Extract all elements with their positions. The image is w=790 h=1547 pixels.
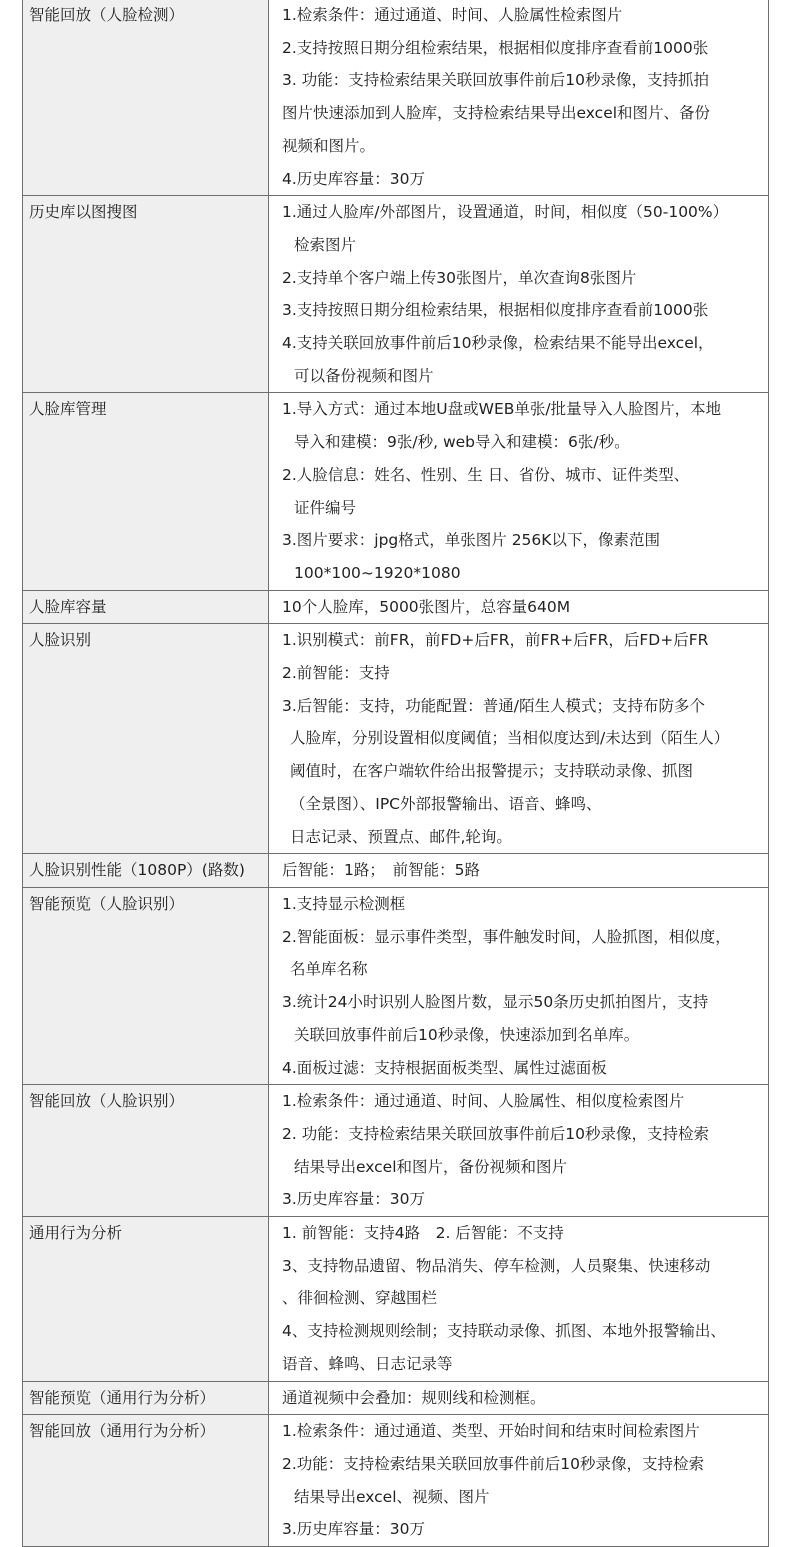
- row-label: 通用行为分析: [23, 1217, 269, 1382]
- content-line: 2.支持单个客户端上传30张图片，单次查询8张图片: [282, 268, 637, 287]
- row-content: [269, 1085, 769, 1217]
- row-content: [269, 590, 769, 624]
- content-line: 1. 前智能：支持4路 2. 后智能：不支持: [282, 1224, 564, 1243]
- content-line: 3. 功能：支持检索结果关联回放事件前后10秒录像，支持抓拍: [282, 71, 709, 90]
- content-line: 2.前智能：支持: [282, 664, 390, 683]
- content-line: 2.支持按照日期分组检索结果，根据相似度排序查看前1000张: [282, 38, 709, 57]
- table-row: [23, 1217, 769, 1382]
- table-row: [23, 393, 769, 590]
- content-line: 、徘徊检测、穿越围栏: [282, 1289, 438, 1308]
- content-line: 1.支持显示检测框: [282, 894, 406, 913]
- content-line: 1.通过人脸库/外部图片，设置通道，时间，相似度（50-100%）: [282, 203, 729, 222]
- content-line: 导入和建模：9张/秒, web导入和建模：6张/秒。: [294, 433, 630, 452]
- content-line: 3、支持物品遗留、物品消失、停车检测，人员聚集、快速移动: [282, 1256, 711, 1275]
- table-row: [23, 1381, 769, 1415]
- content-line: 关联回放事件前后10秒录像，快速添加到名单库。: [294, 1025, 640, 1044]
- content-line: 证件编号: [294, 498, 357, 517]
- row-content: [269, 0, 769, 196]
- table-row: [23, 887, 769, 1084]
- row-content: [269, 1381, 769, 1415]
- content-line: 名单库名称: [290, 960, 368, 979]
- content-line: 检索图片: [294, 235, 357, 254]
- row-content: [269, 196, 769, 393]
- content-line: 4.历史库容量：30万: [282, 169, 426, 188]
- content-line: 后智能：1路； 前智能：5路: [282, 861, 480, 880]
- row-label: 智能回放（人脸识别）: [23, 1085, 269, 1217]
- content-line: 语音、蜂鸣、日志记录等: [282, 1354, 453, 1373]
- content-line: 4、支持检测规则绘制；支持联动录像、抓图、本地外报警输出、: [282, 1322, 726, 1341]
- row-label: 智能预览（通用行为分析）: [23, 1381, 269, 1415]
- content-line: 3.历史库容量：30万: [282, 1190, 426, 1209]
- content-line: 通道视频中会叠加：规则线和检测框。: [282, 1388, 546, 1407]
- content-line: 3.历史库容量：30万: [282, 1520, 426, 1539]
- row-content: [269, 1217, 769, 1382]
- content-line: 图片快速添加到人脸库，支持检索结果导出excel和图片、备份: [282, 104, 711, 123]
- row-label: 人脸库容量: [23, 590, 269, 624]
- row-label: 人脸识别: [23, 624, 269, 854]
- content-line: 3.统计24小时识别人脸图片数，显示50条历史抓拍图片，支持: [282, 993, 709, 1012]
- table-row: [23, 1085, 769, 1217]
- content-line: 人脸库，分别设置相似度阈值；当相似度达到/未达到（陌生人）: [290, 729, 730, 748]
- content-line: 2.功能：支持检索结果关联回放事件前后10秒录像，支持检索: [282, 1454, 705, 1473]
- table-row: [23, 624, 769, 854]
- table-row: [23, 196, 769, 393]
- table-row: [23, 590, 769, 624]
- table-row: [23, 0, 769, 196]
- content-line: 10个人脸库，5000张图片，总容量640M: [282, 597, 571, 616]
- row-content: [269, 393, 769, 590]
- row-label: 智能回放（人脸检测）: [23, 0, 269, 196]
- content-line: 1.检索条件：通过通道、类型、开始时间和结束时间检索图片: [282, 1422, 700, 1441]
- content-line: 阈值时，在客户端软件给出报警提示；支持联动录像、抓图: [290, 762, 694, 781]
- table-row: [23, 1415, 769, 1547]
- content-line: 结果导出excel、视频、图片: [294, 1487, 490, 1506]
- content-line: 3.图片要求：jpg格式，单张图片 256K以下，像素范围: [282, 531, 660, 550]
- content-line: 1.检索条件：通过通道、时间、人脸属性检索图片: [282, 6, 623, 24]
- spec-table: [22, 0, 769, 1547]
- content-line: 结果导出excel和图片，备份视频和图片: [294, 1157, 568, 1176]
- row-label: 智能回放（通用行为分析）: [23, 1415, 269, 1547]
- content-line: 4.面板过滤：支持根据面板类型、属性过滤面板: [282, 1058, 607, 1077]
- row-label: 人脸库管理: [23, 393, 269, 590]
- row-label: 智能预览（人脸识别）: [23, 887, 269, 1084]
- content-line: 1.检索条件：通过通道、时间、人脸属性、相似度检索图片: [282, 1092, 685, 1111]
- content-line: 2.人脸信息：姓名、性别、生 日、省份、城市、证件类型、: [282, 465, 690, 484]
- content-line: 4.支持关联回放事件前后10秒录像，检索结果不能导出excel，: [282, 334, 714, 353]
- content-line: 2. 功能：支持检索结果关联回放事件前后10秒录像，支持检索: [282, 1124, 709, 1143]
- row-label: 历史库以图搜图: [23, 196, 269, 393]
- content-line: 视频和图片。: [282, 136, 376, 155]
- table-row: [23, 854, 769, 888]
- row-content: [269, 887, 769, 1084]
- content-line: 3.支持按照日期分组检索结果，根据相似度排序查看前1000张: [282, 301, 709, 320]
- row-content: [269, 624, 769, 854]
- content-line: （全景图）、IPC外部报警输出、语音、蜂鸣、: [290, 794, 602, 813]
- content-line: 1.识别模式：前FR，前FD+后FR，前FR+后FR，后FD+后FR: [282, 631, 709, 650]
- content-line: 100*100~1920*1080: [294, 563, 461, 582]
- row-content: [269, 854, 769, 888]
- content-line: 日志记录、预置点、邮件,轮询。: [290, 827, 512, 846]
- content-line: 1.导入方式：通过本地U盘或WEB单张/批量导入人脸图片，本地: [282, 400, 722, 419]
- content-line: 可以备份视频和图片: [294, 366, 434, 385]
- content-line: 2.智能面板：显示事件类型，事件触发时间，人脸抓图，相似度，: [282, 927, 731, 946]
- row-label: 人脸识别性能（1080P）(路数): [23, 854, 269, 888]
- content-line: 3.后智能：支持，功能配置：普通/陌生人模式；支持布防多个: [282, 696, 706, 715]
- row-content: [269, 1415, 769, 1547]
